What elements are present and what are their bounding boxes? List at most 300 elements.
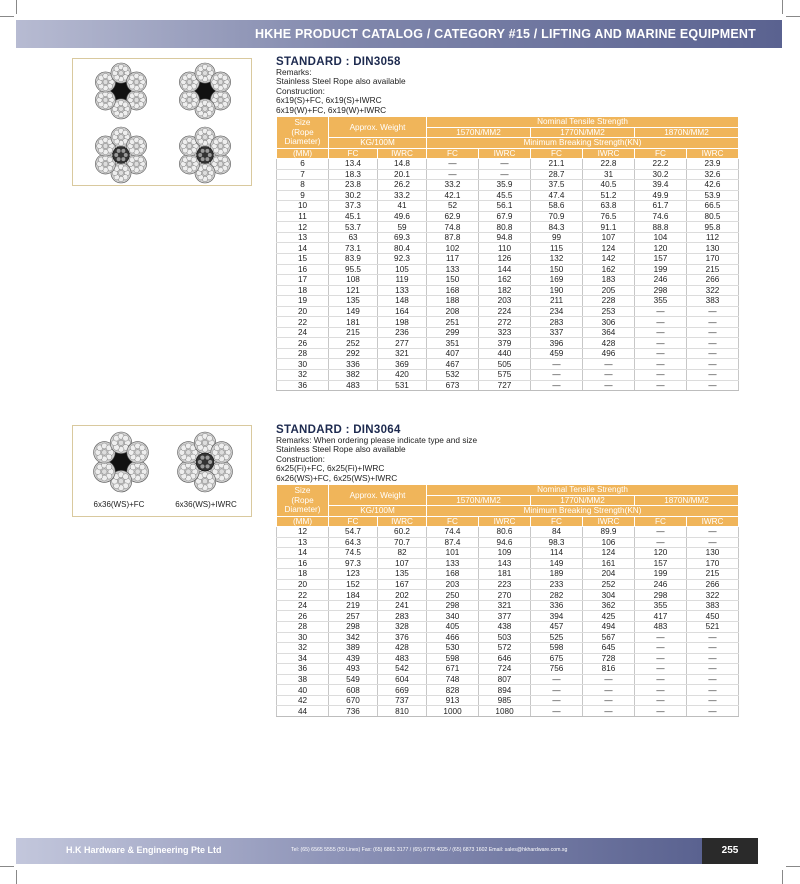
- table-cell: 298: [427, 600, 479, 611]
- table-cell: 807: [479, 674, 531, 685]
- table-row: [277, 369, 739, 380]
- table-cell: 16: [277, 558, 329, 569]
- table-cell: —: [635, 327, 687, 338]
- table-cell: 35.9: [479, 180, 531, 191]
- table-row: [277, 169, 739, 180]
- table-cell: 14.8: [378, 159, 427, 170]
- table-cell: —: [687, 380, 739, 391]
- table-cell: 80.5: [687, 211, 739, 222]
- table-cell: 142: [583, 253, 635, 264]
- unit-header: FC: [531, 148, 583, 159]
- table-cell: 483: [329, 380, 378, 391]
- table-cell: 22.2: [635, 159, 687, 170]
- table-cell: 337: [531, 327, 583, 338]
- table-row: [277, 222, 739, 233]
- table-cell: 670: [329, 695, 378, 706]
- table-cell: —: [687, 369, 739, 380]
- grade-header: 1870N/MM2: [635, 127, 739, 138]
- table-cell: 417: [635, 611, 687, 622]
- rope-cross-section-images: [73, 59, 253, 187]
- table-cell: 135: [378, 569, 427, 580]
- table-cell: 38: [277, 674, 329, 685]
- table-cell: 257: [329, 611, 378, 622]
- table-cell: 149: [329, 306, 378, 317]
- spec-table: [276, 484, 739, 717]
- table-cell: 133: [427, 264, 479, 275]
- table-cell: 450: [687, 611, 739, 622]
- table-cell: 56.1: [479, 201, 531, 212]
- table-cell: 503: [479, 632, 531, 643]
- table-cell: 20.1: [378, 169, 427, 180]
- catalog-header: [16, 20, 782, 48]
- table-cell: 11: [277, 211, 329, 222]
- table-cell: 250: [427, 590, 479, 601]
- table-cell: 208: [427, 306, 479, 317]
- table-cell: 51.2: [583, 190, 635, 201]
- table-cell: 342: [329, 632, 378, 643]
- table-cell: 459: [531, 348, 583, 359]
- table-cell: 251: [427, 317, 479, 328]
- table-cell: 104: [635, 232, 687, 243]
- table-cell: 10: [277, 201, 329, 212]
- crop-mark: [782, 870, 783, 884]
- table-cell: 748: [427, 674, 479, 685]
- table-cell: 47.4: [531, 190, 583, 201]
- rope-image-box-din3058: [72, 58, 252, 186]
- table-cell: 575: [479, 369, 531, 380]
- table-cell: 30: [277, 632, 329, 643]
- table-row: [277, 527, 739, 538]
- table-cell: —: [635, 348, 687, 359]
- table-cell: 74.6: [635, 211, 687, 222]
- table-cell: 21.1: [531, 159, 583, 170]
- table-cell: 376: [378, 632, 427, 643]
- table-cell: 299: [427, 327, 479, 338]
- table-cell: 42.6: [687, 180, 739, 191]
- table-cell: 28: [277, 621, 329, 632]
- table-cell: 117: [427, 253, 479, 264]
- table-cell: 202: [378, 590, 427, 601]
- table-cell: —: [635, 653, 687, 664]
- table-cell: 99: [531, 232, 583, 243]
- table-cell: 608: [329, 685, 378, 696]
- unit-header: IWRC: [687, 148, 739, 159]
- table-cell: 182: [479, 285, 531, 296]
- table-cell: 913: [427, 695, 479, 706]
- table-cell: 41: [378, 201, 427, 212]
- table-cell: 94.6: [479, 537, 531, 548]
- table-cell: 115: [531, 243, 583, 254]
- table-cell: 246: [635, 275, 687, 286]
- table-cell: 298: [635, 285, 687, 296]
- table-cell: 157: [635, 253, 687, 264]
- table-cell: 233: [531, 579, 583, 590]
- table-cell: 61.7: [635, 201, 687, 212]
- table-cell: —: [531, 674, 583, 685]
- table-cell: 42.1: [427, 190, 479, 201]
- remark-line: Construction:: [276, 85, 325, 96]
- table-cell: 121: [329, 285, 378, 296]
- table-cell: 17: [277, 275, 329, 286]
- unit-header: IWRC: [479, 148, 531, 159]
- table-cell: 152: [329, 579, 378, 590]
- table-row: [277, 180, 739, 191]
- table-cell: 107: [583, 232, 635, 243]
- table-cell: 428: [378, 643, 427, 654]
- table-cell: 440: [479, 348, 531, 359]
- table-cell: 15: [277, 253, 329, 264]
- table-cell: —: [531, 369, 583, 380]
- table-cell: —: [687, 643, 739, 654]
- table-row: [277, 674, 739, 685]
- table-cell: 389: [329, 643, 378, 654]
- table-cell: 169: [531, 275, 583, 286]
- remark-line: 6x25(Fi)+FC, 6x25(Fi)+IWRC: [276, 463, 385, 474]
- table-row: [277, 201, 739, 212]
- table-cell: 816: [583, 664, 635, 675]
- table-row: [277, 664, 739, 675]
- table-cell: 377: [479, 611, 531, 622]
- table-cell: 1080: [479, 706, 531, 717]
- table-cell: 40: [277, 685, 329, 696]
- table-cell: 112: [687, 232, 739, 243]
- table-cell: 26.2: [378, 180, 427, 191]
- table-row: [277, 359, 739, 370]
- table-cell: 340: [427, 611, 479, 622]
- table-cell: 598: [427, 653, 479, 664]
- table-cell: 80.6: [479, 527, 531, 538]
- table-cell: —: [635, 706, 687, 717]
- table-cell: —: [687, 527, 739, 538]
- standard-title: STANDARD : DIN3058: [276, 56, 401, 68]
- table-row: [277, 380, 739, 391]
- table-cell: —: [531, 359, 583, 370]
- table-cell: 70.7: [378, 537, 427, 548]
- table-cell: 164: [378, 306, 427, 317]
- table-cell: 604: [378, 674, 427, 685]
- table-cell: 130: [687, 243, 739, 254]
- grade-header: 1570N/MM2: [427, 127, 531, 138]
- table-cell: 252: [329, 338, 378, 349]
- table-cell: 91.1: [583, 222, 635, 233]
- table-cell: —: [635, 359, 687, 370]
- table-cell: 44: [277, 706, 329, 717]
- size-header-line: Diameter): [284, 136, 321, 146]
- table-cell: —: [687, 706, 739, 717]
- table-cell: 42: [277, 695, 329, 706]
- table-cell: 14: [277, 243, 329, 254]
- table-cell: 168: [427, 569, 479, 580]
- table-cell: 126: [479, 253, 531, 264]
- grade-header: 1870N/MM2: [635, 495, 739, 506]
- table-cell: 985: [479, 695, 531, 706]
- table-cell: —: [583, 695, 635, 706]
- table-cell: 483: [378, 653, 427, 664]
- table-cell: 228: [583, 296, 635, 307]
- table-cell: 198: [378, 317, 427, 328]
- table-cell: —: [427, 159, 479, 170]
- table-row: [277, 327, 739, 338]
- table-cell: 236: [378, 327, 427, 338]
- table-cell: 728: [583, 653, 635, 664]
- unit-header: FC: [329, 148, 378, 159]
- table-row: [277, 653, 739, 664]
- table-cell: 148: [378, 296, 427, 307]
- remark-line: 6x19(W)+FC, 6x19(W)+IWRC: [276, 104, 387, 115]
- table-row: [277, 632, 739, 643]
- table-cell: 9: [277, 190, 329, 201]
- table-cell: 132: [531, 253, 583, 264]
- unit-header: (MM): [277, 148, 329, 159]
- table-cell: 493: [329, 664, 378, 675]
- table-cell: 52: [427, 201, 479, 212]
- table-cell: 203: [479, 296, 531, 307]
- table-cell: 162: [479, 275, 531, 286]
- table-cell: 84.3: [531, 222, 583, 233]
- table-cell: 598: [531, 643, 583, 654]
- table-cell: 84: [531, 527, 583, 538]
- table-row: [277, 232, 739, 243]
- table-cell: 70.9: [531, 211, 583, 222]
- table-cell: 234: [531, 306, 583, 317]
- table-cell: 383: [687, 296, 739, 307]
- table-cell: 6: [277, 159, 329, 170]
- table-cell: 215: [687, 264, 739, 275]
- table-cell: 97.3: [329, 558, 378, 569]
- weight-unit-header: KG/100M: [329, 506, 427, 517]
- table-cell: 107: [378, 558, 427, 569]
- grade-header: 1570N/MM2: [427, 495, 531, 506]
- table-cell: 369: [378, 359, 427, 370]
- table-cell: 135: [329, 296, 378, 307]
- table-cell: —: [635, 685, 687, 696]
- table-row: [277, 706, 739, 717]
- table-cell: —: [687, 653, 739, 664]
- table-cell: 53.7: [329, 222, 378, 233]
- table-cell: 336: [329, 359, 378, 370]
- table-cell: 405: [427, 621, 479, 632]
- table-cell: 162: [583, 264, 635, 275]
- table-cell: 88.8: [635, 222, 687, 233]
- crop-mark: [16, 0, 17, 14]
- table-cell: 37.3: [329, 201, 378, 212]
- crop-mark: [786, 16, 800, 17]
- table-cell: 62.9: [427, 211, 479, 222]
- table-cell: 428: [583, 338, 635, 349]
- table-cell: 69.3: [378, 232, 427, 243]
- table-cell: 59: [378, 222, 427, 233]
- spec-table: [276, 116, 739, 391]
- table-cell: 40.5: [583, 180, 635, 191]
- table-cell: 736: [329, 706, 378, 717]
- table-cell: 336: [531, 600, 583, 611]
- table-cell: 123: [329, 569, 378, 580]
- table-row: [277, 579, 739, 590]
- table-cell: 364: [583, 327, 635, 338]
- unit-header: IWRC: [687, 516, 739, 527]
- table-cell: 114: [531, 548, 583, 559]
- size-header-line: Size: [294, 486, 311, 496]
- table-cell: 64.3: [329, 537, 378, 548]
- strength-header: Minimum Breaking Strength(KN): [427, 506, 739, 517]
- wire-rope-icon: [95, 127, 146, 183]
- table-cell: 292: [329, 348, 378, 359]
- table-row: [277, 600, 739, 611]
- table-cell: —: [687, 632, 739, 643]
- table-cell: 45.5: [479, 190, 531, 201]
- table-cell: 49.9: [635, 190, 687, 201]
- table-cell: 567: [583, 632, 635, 643]
- table-cell: 120: [635, 548, 687, 559]
- table-cell: —: [635, 306, 687, 317]
- table-cell: 282: [531, 590, 583, 601]
- table-row: [277, 338, 739, 349]
- table-cell: 98.3: [531, 537, 583, 548]
- table-cell: 32: [277, 643, 329, 654]
- catalog-title: HKHE PRODUCT CATALOG / CATEGORY #15 / LIFTING AND MARINE EQUIPMENT: [255, 27, 756, 41]
- table-cell: 438: [479, 621, 531, 632]
- table-cell: —: [583, 359, 635, 370]
- table-cell: 190: [531, 285, 583, 296]
- table-cell: 87.8: [427, 232, 479, 243]
- table-row: [277, 611, 739, 622]
- table-cell: 58.6: [531, 201, 583, 212]
- table-cell: 89.9: [583, 527, 635, 538]
- table-cell: —: [635, 317, 687, 328]
- table-cell: 28.7: [531, 169, 583, 180]
- table-cell: 106: [583, 537, 635, 548]
- weight-unit-header: KG/100M: [329, 138, 427, 149]
- table-cell: 266: [687, 275, 739, 286]
- table-cell: 66.5: [687, 201, 739, 212]
- table-cell: 204: [583, 569, 635, 580]
- table-cell: 362: [583, 600, 635, 611]
- table-cell: 420: [378, 369, 427, 380]
- wire-rope-icon: [178, 432, 233, 492]
- page-number: 255: [702, 838, 758, 864]
- size-header-line: (Rope: [291, 127, 314, 137]
- table-cell: 22: [277, 317, 329, 328]
- table-cell: 32: [277, 369, 329, 380]
- table-cell: 102: [427, 243, 479, 254]
- table-cell: 351: [427, 338, 479, 349]
- table-cell: 266: [687, 579, 739, 590]
- unit-header: IWRC: [378, 148, 427, 159]
- table-cell: 12: [277, 527, 329, 538]
- table-cell: 219: [329, 600, 378, 611]
- table-cell: —: [687, 348, 739, 359]
- table-cell: 18.3: [329, 169, 378, 180]
- table-row: [277, 159, 739, 170]
- table-cell: 19: [277, 296, 329, 307]
- table-cell: 321: [479, 600, 531, 611]
- table-cell: 439: [329, 653, 378, 664]
- table-cell: 521: [687, 621, 739, 632]
- table-cell: 181: [329, 317, 378, 328]
- table-cell: 95.5: [329, 264, 378, 275]
- table-cell: 170: [687, 253, 739, 264]
- unit-header: IWRC: [378, 516, 427, 527]
- table-row: [277, 253, 739, 264]
- table-cell: 252: [583, 579, 635, 590]
- table-cell: 483: [635, 621, 687, 632]
- table-cell: 45.1: [329, 211, 378, 222]
- wire-rope-icon: [95, 63, 146, 119]
- table-cell: —: [427, 169, 479, 180]
- table-cell: 33.2: [378, 190, 427, 201]
- table-cell: 76.5: [583, 211, 635, 222]
- table-cell: 133: [427, 558, 479, 569]
- crop-mark: [0, 16, 14, 17]
- table-cell: 170: [687, 558, 739, 569]
- table-cell: 425: [583, 611, 635, 622]
- table-cell: 306: [583, 317, 635, 328]
- table-cell: 150: [427, 275, 479, 286]
- unit-header: FC: [635, 516, 687, 527]
- section-din3064: [276, 424, 738, 717]
- table-cell: 184: [329, 590, 378, 601]
- table-cell: 272: [479, 317, 531, 328]
- table-cell: 298: [329, 621, 378, 632]
- table-cell: 505: [479, 359, 531, 370]
- unit-header: FC: [531, 516, 583, 527]
- table-cell: 18: [277, 569, 329, 580]
- table-cell: —: [531, 685, 583, 696]
- table-cell: 407: [427, 348, 479, 359]
- table-cell: —: [635, 380, 687, 391]
- rope-cross-section-images: [73, 426, 253, 496]
- table-cell: 328: [378, 621, 427, 632]
- remark-line: Remarks:: [276, 67, 312, 77]
- table-cell: 646: [479, 653, 531, 664]
- table-cell: 157: [635, 558, 687, 569]
- table-cell: 467: [427, 359, 479, 370]
- table-cell: 532: [427, 369, 479, 380]
- table-cell: 205: [583, 285, 635, 296]
- table-cell: 298: [635, 590, 687, 601]
- table-cell: 542: [378, 664, 427, 675]
- table-cell: 188: [427, 296, 479, 307]
- unit-header: FC: [635, 148, 687, 159]
- table-cell: 94.8: [479, 232, 531, 243]
- table-cell: 322: [687, 590, 739, 601]
- table-cell: 16: [277, 264, 329, 275]
- table-cell: —: [687, 338, 739, 349]
- table-cell: 167: [378, 579, 427, 590]
- crop-mark: [0, 866, 14, 867]
- crop-mark: [16, 870, 17, 884]
- table-cell: 215: [687, 569, 739, 580]
- table-cell: 18: [277, 285, 329, 296]
- table-cell: 24: [277, 600, 329, 611]
- table-row: [277, 285, 739, 296]
- wire-rope-icon: [179, 127, 230, 183]
- table-cell: 33.2: [427, 180, 479, 191]
- table-cell: 130: [687, 548, 739, 559]
- table-cell: 23.9: [687, 159, 739, 170]
- table-cell: —: [531, 380, 583, 391]
- remark-line: Remarks: When ordering please indicate type and size: [276, 435, 478, 445]
- table-cell: 382: [329, 369, 378, 380]
- table-cell: 224: [479, 306, 531, 317]
- table-cell: —: [635, 537, 687, 548]
- table-cell: 54.7: [329, 527, 378, 538]
- table-cell: 39.4: [635, 180, 687, 191]
- table-cell: 119: [378, 275, 427, 286]
- table-cell: 22: [277, 590, 329, 601]
- table-cell: 168: [427, 285, 479, 296]
- table-cell: —: [635, 527, 687, 538]
